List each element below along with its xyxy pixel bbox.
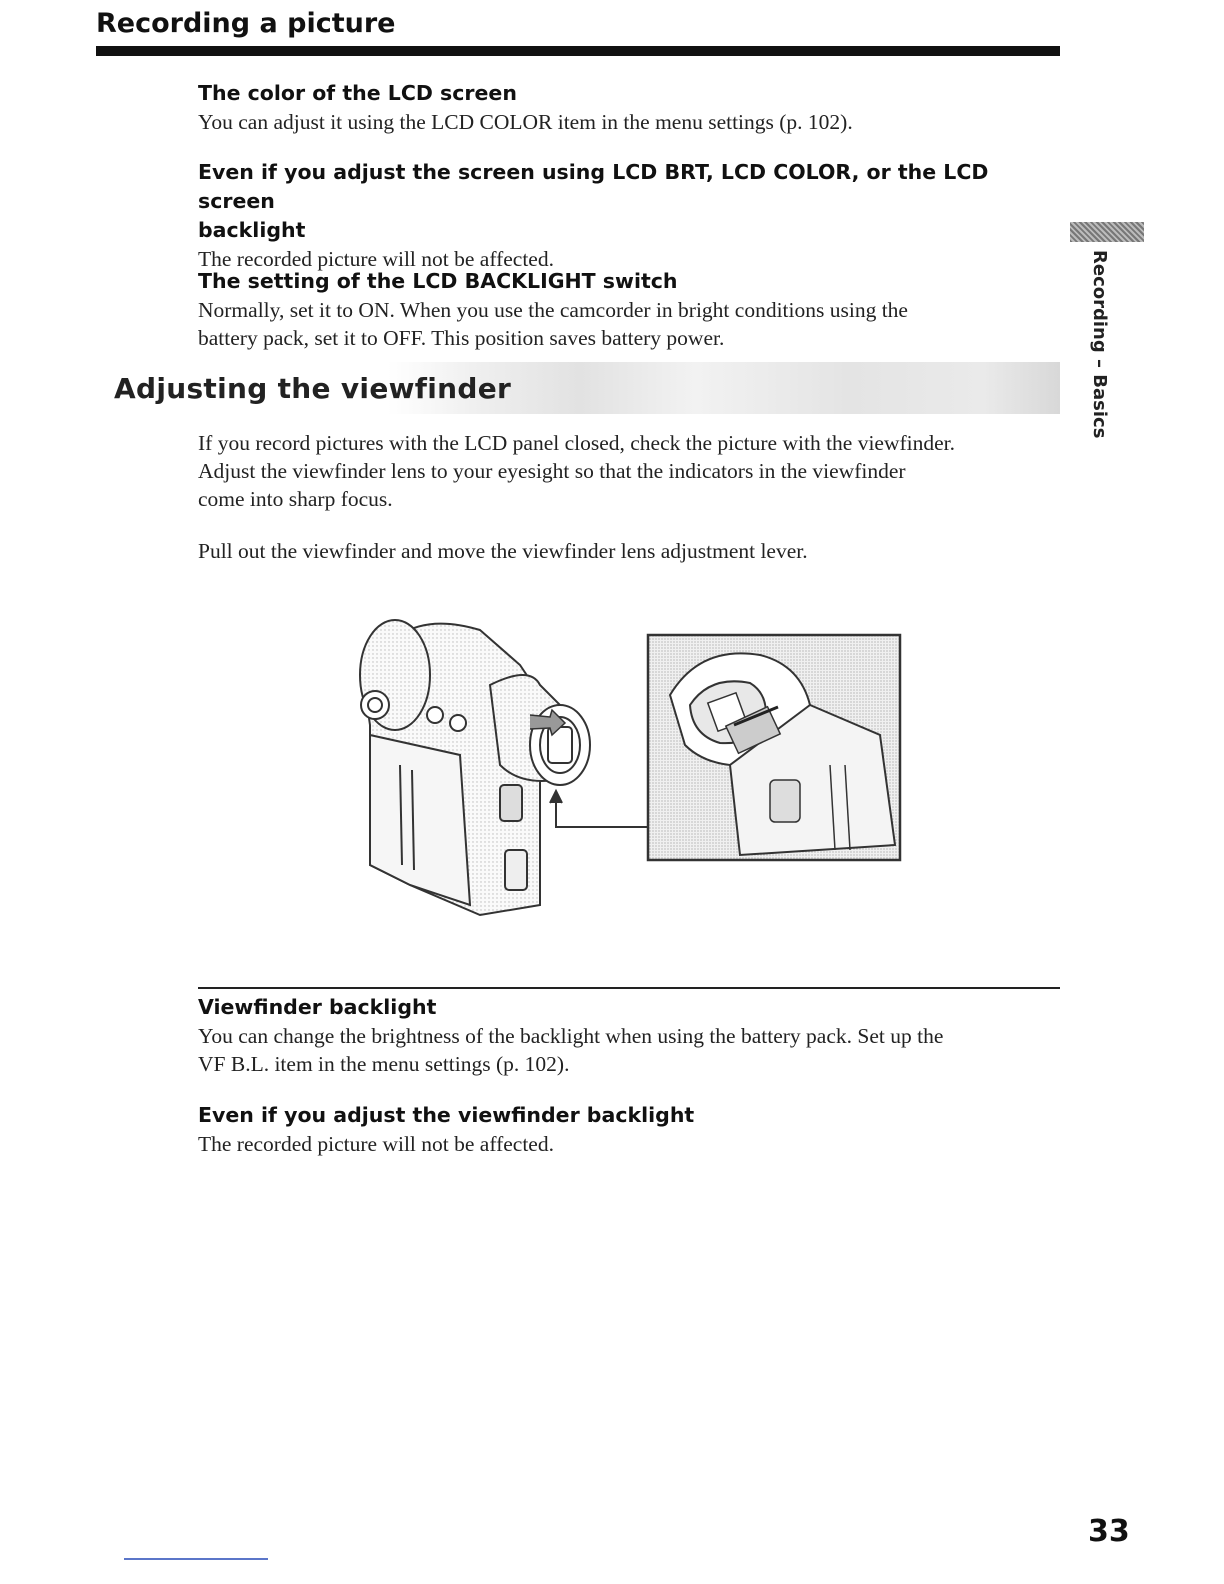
section-title: Adjusting the viewfinder [114,372,512,405]
pointer-arrow [550,791,650,827]
viewfinder-adjust-text: The recorded picture will not be affected. [198,1132,554,1156]
section-divider [198,987,1060,989]
lcd-adjust-section [198,158,1064,273]
viewfinder-intro-line-1: If you record pictures with the LCD panel closed, check the picture with the viewfinder. [198,431,956,455]
viewfinder-backlight-heading: Viewfinder backlight [198,995,437,1019]
viewfinder-adjust-heading: Even if you adjust the viewfinder backlight [198,1103,695,1127]
page-title: Recording a picture [96,8,396,39]
viewfinder-backlight-section [198,993,1064,1078]
viewfinder-instruction-text: Pull out the viewfinder and move the viewfinder lens adjustment lever. [198,539,808,563]
lcd-backlight-section [198,267,1064,352]
viewfinder-backlight-text-line-1: You can change the brightness of the backlight when using the battery pack. Set up the [198,1024,944,1048]
camcorder-body-drawing [360,620,590,915]
lcd-adjust-heading-line-1: Even if you adjust the screen using LCD BRT, LCD COLOR, or the LCD screen [198,160,989,213]
footer-line [124,1558,268,1560]
side-tab-label: Recording – Basics [1089,250,1110,439]
header-rule [96,46,1060,56]
viewfinder-backlight-text-line-2: VF B.L. item in the menu settings (p. 102). [198,1052,570,1076]
lcd-color-section [198,79,1064,136]
camcorder-illustration [340,605,910,925]
lcd-adjust-text: The recorded picture will not be affected. [198,247,554,271]
lcd-backlight-text-line-2: battery pack, set it to OFF. This position saves battery power. [198,326,725,350]
viewfinder-instruction [198,537,1064,565]
viewfinder-intro-line-2: Adjust the viewfinder lens to your eyesight so that the indicators in the viewfinder [198,459,906,483]
viewfinder-adjust-section [198,1101,1064,1158]
page-number: 33 [1088,1514,1130,1549]
viewfinder-closeup-inset [648,635,900,860]
lcd-backlight-heading: The setting of the LCD BACKLIGHT switch [198,269,678,293]
viewfinder-intro-line-3: come into sharp focus. [198,487,393,511]
lcd-adjust-heading-line-2: backlight [198,218,306,242]
lcd-backlight-text-line-1: Normally, set it to ON. When you use the camcorder in bright conditions using the [198,298,908,322]
lcd-color-text: You can adjust it using the LCD COLOR item in the menu settings (p. 102). [198,110,853,134]
lcd-color-heading: The color of the LCD screen [198,81,517,105]
section-tab-marker [1070,222,1144,242]
viewfinder-intro [198,429,1064,513]
